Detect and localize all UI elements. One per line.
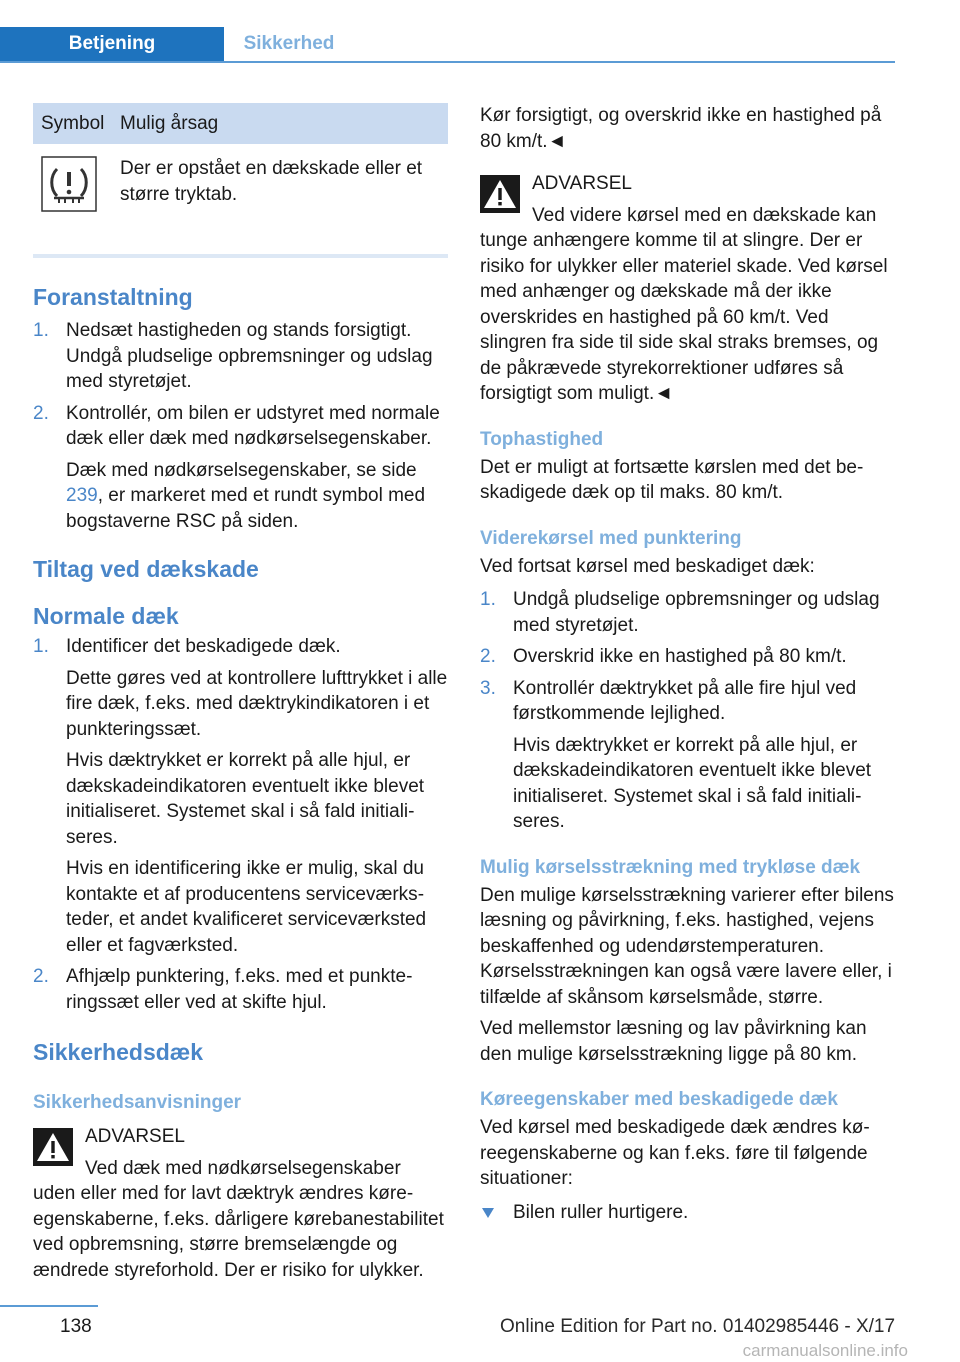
foranstaltning-list — [33, 318, 448, 534]
list-text: Afhjælp punktering, f.eks. med et punkteringssæt eller ved at skifte hjul. — [66, 966, 413, 1013]
warning-text: Ved videre kørsel med en dækskade kan tunge anhængere komme til at slingre. Der er risiko for ulykker eller materiel skade. Ved kørsel med anhænger og dækskade må der ikke overskrides en hastighed på 60 km/t. Ved slingren fra side til side skal straks bremses, og de påkrævede styrekorrektioner udføres så forsigtigt som muligt.◄ — [480, 204, 888, 404]
tab-betjening[interactable]: Betjening — [0, 27, 224, 61]
list-item — [33, 964, 448, 1015]
heading-normale-daek: Normale dæk — [33, 603, 179, 629]
list-item — [33, 634, 448, 958]
table-bottom-rule — [33, 254, 448, 258]
paragraph: Den mulige kørselsstrækning varierer efter bilens læsning og påvirkning, f.eks. hastighed, vejens beskaffenhed og udendørstemperaturen. Kørselsstrækningen kan også være lavere eller, i tilfælde af skånsom kørselsmåde, større. — [480, 884, 894, 1008]
list-paragraph: Hvis dæktrykket er korrekt på alle hjul, er dækskadeindikatoren eventuelt ikke blevet initialiseret. Systemet skal i så fald initialiseres. — [66, 750, 425, 848]
list-paragraph: Hvis dæktrykket er korrekt på alle hjul, er dækskadeindikatoren eventuelt ikke blevet initialiseret. Systemet skal i så fald initialiseres. — [513, 734, 872, 832]
warning-block — [33, 1124, 448, 1283]
warning-triangle-icon — [480, 175, 520, 213]
paragraph: Ved mellemstor læsning og lav påvirkning kan den mulige kørselsstrækning ligge på 80 km. — [480, 1018, 867, 1065]
list-text: Identificer det beskadigede dæk. — [66, 636, 341, 657]
section-tabs — [0, 27, 895, 63]
intro-text: Kør forsigtigt, og overskrid ikke en hastighed på 80 km/t.◄ — [480, 105, 882, 152]
paragraph-text: , er markeret med et rundt symbol med bogstaverne RSC på siden. — [66, 485, 426, 532]
table-row — [33, 144, 448, 242]
list-number: 1. — [33, 636, 49, 657]
heading-foranstaltning: Foranstaltning — [33, 284, 193, 310]
paragraph: Ved fortsat kørsel med beskadiget dæk: — [480, 555, 815, 577]
list-item — [480, 644, 895, 670]
heading-sikkerhedsdaek: Sikkerhedsdæk — [33, 1039, 204, 1065]
list-item — [480, 587, 895, 638]
heading-tophastighed: Tophastighed — [480, 428, 604, 450]
watermark: carmanualsonline.info — [742, 1341, 908, 1360]
right-column — [480, 100, 895, 1225]
list-item — [480, 1200, 895, 1226]
tab-sikkerhed[interactable]: Sikkerhed — [243, 33, 335, 54]
list-item — [33, 401, 448, 535]
list-number: 2. — [33, 402, 49, 424]
edition-note: Online Edition for Part no. 01402985446 - X/17 — [500, 1316, 896, 1337]
warning-label: ADVARSEL — [85, 1126, 185, 1147]
page-link[interactable]: 239 — [66, 485, 98, 506]
symbol-cell — [33, 156, 120, 242]
cause-cell: Der er opstået en dækskade eller et større tryktab. — [120, 158, 423, 205]
heading-mulig-koerselsstraekning: Mulig kørselsstrækning med trykløse dæk — [480, 856, 861, 878]
list-paragraph: Dette gøres ved at kontrollere lufttrykket i alle fire dæk, f.eks. med dæktrykindikatoren i et punkteringssæt. — [66, 667, 448, 740]
bullet-triangle-icon — [482, 1208, 494, 1218]
list-text: Bilen ruller hurtigere. — [513, 1201, 689, 1223]
list-item — [33, 318, 448, 395]
list-number: 1. — [480, 589, 496, 610]
footer-rule — [0, 1305, 98, 1307]
warning-label: ADVARSEL — [532, 173, 632, 194]
list-number: 1. — [33, 320, 49, 341]
page-number: 138 — [60, 1316, 92, 1337]
list-item — [480, 676, 895, 835]
paragraph: Ved kørsel med beskadigede dæk ændres køreegenskaberne og kan f.eks. føre til følgende situationer: — [480, 1117, 870, 1189]
tire-pressure-warning-icon — [41, 156, 97, 212]
heading-sikkerhedsanvisninger: Sikkerhedsanvisninger — [33, 1092, 242, 1113]
warning-block — [480, 171, 895, 407]
list-number: 2. — [33, 966, 49, 987]
left-column — [33, 100, 448, 1283]
heading-viderekoersel: Viderekørsel med punktering — [480, 527, 742, 549]
list-paragraph — [66, 458, 448, 535]
paragraph-text: Dæk med nødkørselsegenskaber, se side — [66, 459, 417, 481]
heading-koereegenskaber: Køreegenskaber med beskadigede dæk — [480, 1089, 838, 1110]
heading-tiltag: Tiltag ved dækskade — [33, 556, 259, 582]
normale-list — [33, 634, 448, 1015]
situations-list — [480, 1200, 895, 1226]
list-text: Kontrollér, om bilen er udstyret med normale dæk eller dæk med nødkørselsegenskaber. — [66, 402, 440, 449]
column-header-cause: Mulig årsag — [120, 112, 219, 134]
list-text: Overskrid ikke en hastighed på 80 km/t. — [513, 646, 847, 667]
list-paragraph: Hvis en identificering ikke er mulig, skal du kontakte et af producentens serviceværksteder, et andet kvalificeret serviceværksted eller et fagværksted. — [66, 858, 427, 956]
paragraph: Det er muligt at fortsætte kørslen med det beskadigede dæk op til maks. 80 km/t. — [480, 456, 864, 503]
column-header-symbol: Symbol — [41, 112, 105, 134]
list-number: 2. — [480, 646, 496, 667]
list-text: Nedsæt hastigheden og stands forsigtigt. Undgå pludselige opbremsninger og udslag med styretøjet. — [66, 320, 433, 392]
viderekoersel-list — [480, 587, 895, 835]
table-header — [33, 103, 448, 144]
list-text: Kontrollér dæktrykket på alle fire hjul ved førstkommende lejlighed. — [513, 677, 857, 724]
warning-triangle-icon — [33, 1128, 73, 1166]
list-text: Undgå pludselige opbremsninger og udslag med styretøjet. — [513, 589, 880, 636]
warning-text: Ved dæk med nødkørselsegenskaber uden eller med for lavt dæktryk ændres køreegenskaberne, f.eks. dårligere kørebanestabilitet ved opbremsning, større bremselængde og ændrede styreforhold. Der er risiko for ulykker. — [33, 1157, 444, 1281]
list-number: 3. — [480, 677, 496, 699]
